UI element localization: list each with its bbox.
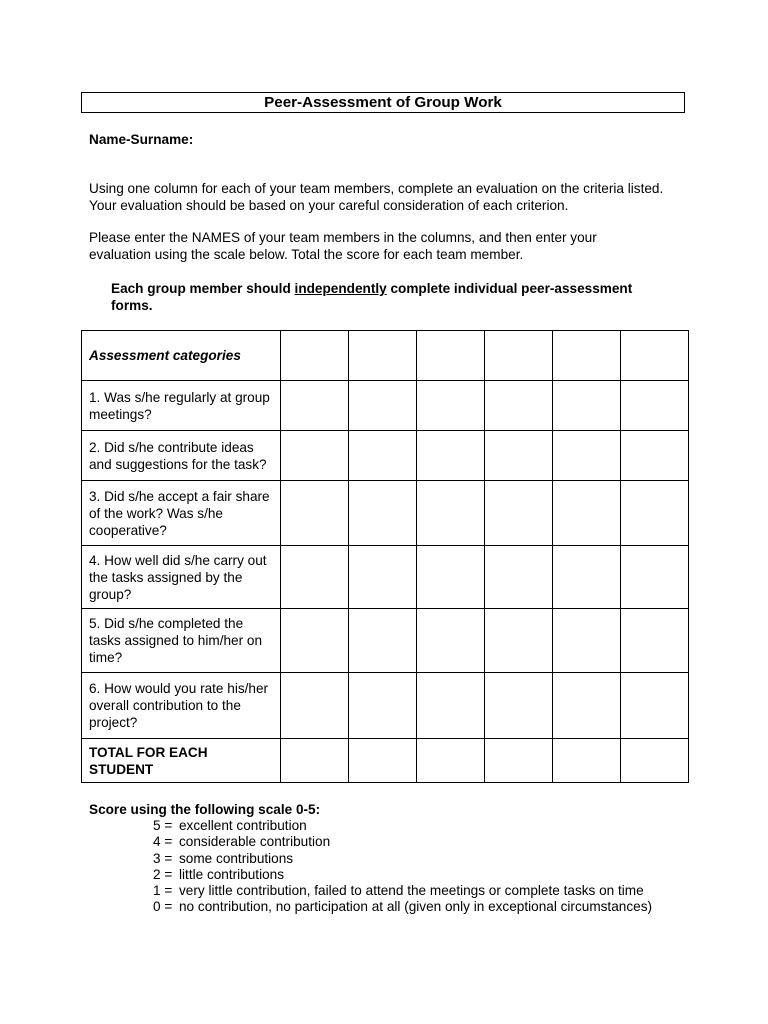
score-cell[interactable] [553, 331, 621, 381]
table-row [82, 431, 689, 481]
score-cell[interactable] [621, 546, 689, 609]
score-cell[interactable] [485, 331, 553, 381]
score-cell[interactable] [349, 673, 417, 739]
independence-note [111, 280, 671, 314]
score-cell[interactable] [485, 673, 553, 739]
intro-line: Using one column for each of your team members, complete an evaluation on the criteria listed. [89, 181, 664, 196]
score-cell[interactable] [417, 481, 485, 546]
criterion-text-line: meetings? [89, 406, 152, 422]
score-cell[interactable] [417, 546, 485, 609]
score-cell[interactable] [349, 381, 417, 431]
scale-item [89, 851, 729, 867]
document-title: Peer-Assessment of Group Work [81, 92, 685, 113]
instruction-line: evaluation using the scale below. Total the score for each team member. [89, 247, 524, 262]
criterion-text-line: STUDENT [89, 761, 154, 777]
score-cell[interactable] [349, 481, 417, 546]
score-cell[interactable] [281, 673, 349, 739]
scale-value-cell [89, 867, 179, 883]
score-cell[interactable] [349, 546, 417, 609]
table-row [82, 546, 689, 609]
score-cell[interactable] [485, 481, 553, 546]
criterion-cell [82, 673, 281, 739]
scale-value-cell [89, 851, 179, 867]
note-emphasis: independently [294, 281, 387, 296]
scale-item [89, 867, 729, 883]
table-row [82, 381, 689, 431]
score-cell[interactable] [621, 739, 689, 783]
score-cell[interactable] [349, 609, 417, 673]
score-cell[interactable] [349, 431, 417, 481]
note-text-before: Each group member should [111, 281, 295, 296]
score-cell[interactable] [553, 546, 621, 609]
scale-item [89, 899, 729, 915]
criterion-text-line: cooperative? [89, 522, 167, 538]
note-text-after: complete individual peer-assessment [386, 281, 633, 296]
instruction-line: Please enter the NAMES of your team members in the columns, and then enter your [89, 230, 597, 245]
assessment-table [81, 330, 689, 783]
scale-description: little contributions [179, 866, 285, 882]
criterion-text-line: 1. Was s/he regularly at group [89, 389, 270, 405]
score-cell[interactable] [417, 431, 485, 481]
score-cell[interactable] [349, 331, 417, 381]
score-cell[interactable] [553, 381, 621, 431]
scale-value-cell [89, 834, 179, 850]
criterion-cell [82, 431, 281, 481]
criterion-text-line: tasks assigned to him/her on [89, 633, 263, 648]
score-cell[interactable] [417, 331, 485, 381]
score-cell[interactable] [485, 431, 553, 481]
table-header-row [82, 331, 689, 381]
criterion-text-line: group? [89, 586, 132, 602]
criterion-text-line: TOTAL FOR EACH [89, 744, 208, 760]
scale-description: no contribution, no participation at all (given only in exceptional circumstances) [179, 899, 653, 915]
criterion-text-line: Assessment categories [89, 348, 241, 363]
score-cell[interactable] [349, 739, 417, 783]
criterion-cell [82, 546, 281, 609]
scale-value: 1 = [153, 883, 173, 899]
score-cell[interactable] [621, 381, 689, 431]
scale-value: 0 = [153, 899, 173, 915]
scale-list [89, 818, 729, 916]
score-cell[interactable] [553, 739, 621, 783]
score-cell[interactable] [281, 546, 349, 609]
score-cell[interactable] [553, 673, 621, 739]
criterion-text-line: and suggestions for the task? [89, 456, 267, 472]
score-cell[interactable] [621, 481, 689, 546]
score-cell[interactable] [553, 609, 621, 673]
score-cell[interactable] [281, 609, 349, 673]
table-total-row [82, 739, 689, 783]
score-cell[interactable] [417, 673, 485, 739]
scale-description: very little contribution, failed to attend the meetings or complete tasks on time [179, 883, 644, 899]
intro-line: Your evaluation should be based on your careful consideration of each criterion. [89, 198, 569, 213]
scale-value-cell [89, 818, 179, 834]
score-cell[interactable] [621, 609, 689, 673]
instruction-paragraph [89, 229, 689, 263]
criterion-text-line: 5. Did s/he completed the [89, 616, 244, 631]
score-cell[interactable] [281, 739, 349, 783]
scale-title: Score using the following scale 0-5: [89, 802, 321, 817]
score-cell[interactable] [281, 431, 349, 481]
scale-description: excellent contribution [179, 818, 307, 833]
score-cell[interactable] [281, 331, 349, 381]
table-row [82, 609, 689, 673]
scale-item [89, 883, 729, 899]
criterion-text-line: time? [89, 650, 123, 665]
score-cell[interactable] [553, 481, 621, 546]
criteria-header-cell [82, 331, 281, 381]
score-cell[interactable] [281, 481, 349, 546]
criterion-cell [82, 381, 281, 431]
score-cell[interactable] [621, 431, 689, 481]
scale-value-cell [89, 883, 179, 899]
scale-item [89, 818, 729, 834]
scale-description: considerable contribution [179, 834, 331, 850]
scale-item [89, 834, 729, 850]
scoring-scale [89, 801, 729, 916]
criterion-text-line: project? [89, 715, 138, 730]
score-cell[interactable] [553, 431, 621, 481]
total-label-cell [82, 739, 281, 783]
criterion-text-line: the tasks assigned by the [89, 569, 243, 585]
scale-value: 3 = [153, 850, 173, 866]
scale-value: 4 = [153, 834, 173, 850]
score-cell[interactable] [621, 673, 689, 739]
scale-value: 2 = [153, 866, 173, 882]
score-cell[interactable] [621, 331, 689, 381]
score-cell[interactable] [485, 381, 553, 431]
criterion-text-line: 4. How well did s/he carry out [89, 552, 267, 568]
score-cell[interactable] [485, 546, 553, 609]
criterion-text-line: 3. Did s/he accept a fair share [89, 488, 270, 504]
score-cell[interactable] [417, 381, 485, 431]
score-cell[interactable] [281, 381, 349, 431]
note-line-1 [111, 280, 671, 297]
scale-value: 5 = [153, 818, 173, 833]
score-cell[interactable] [485, 739, 553, 783]
criterion-text-line: 6. How would you rate his/her [89, 681, 269, 696]
criterion-cell [82, 609, 281, 673]
name-surname-label: Name-Surname: [89, 132, 194, 147]
note-line-2: forms. [111, 298, 153, 313]
criterion-text-line: of the work? Was s/he [89, 505, 223, 521]
criterion-cell [82, 481, 281, 546]
score-cell[interactable] [417, 609, 485, 673]
table-row [82, 673, 689, 739]
score-cell[interactable] [485, 609, 553, 673]
score-cell[interactable] [417, 739, 485, 783]
scale-value-cell [89, 899, 179, 915]
table-row [82, 481, 689, 546]
intro-paragraph [89, 180, 689, 214]
scale-description: some contributions [179, 850, 294, 866]
criterion-text-line: 2. Did s/he contribute ideas [89, 439, 254, 455]
criterion-text-line: overall contribution to the [89, 698, 241, 713]
